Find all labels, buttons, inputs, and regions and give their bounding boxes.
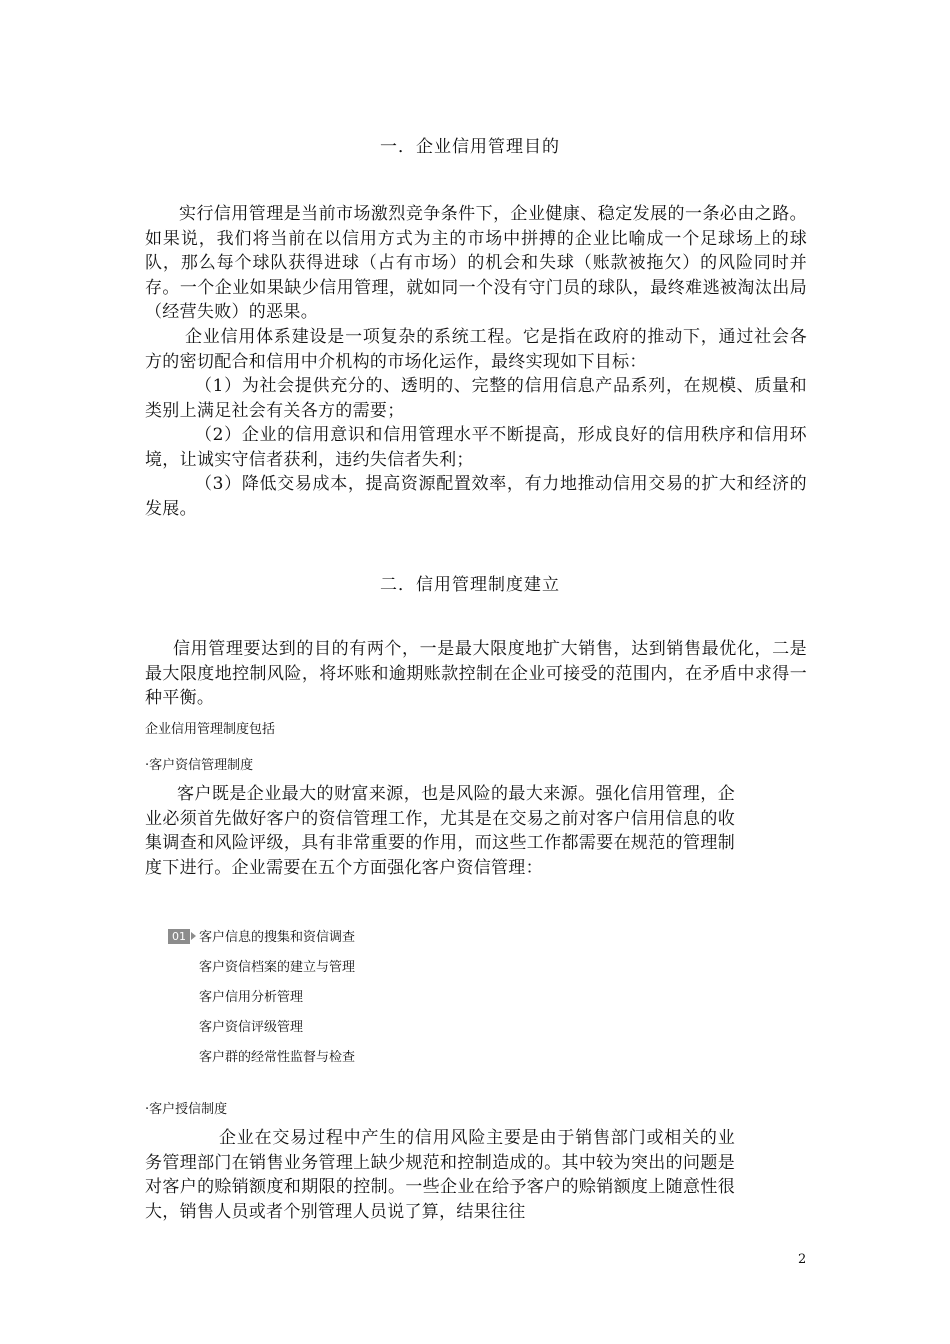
section2-title: 二．信用管理制度建立 — [380, 575, 560, 595]
list-item: 客户资信档案的建立与管理 — [199, 960, 356, 975]
section2-paragraph-1: 信用管理要达到的目的有两个，一是最大限度地扩大销售，达到销售最优化，二是最大限度地控制风险，将坏账和逾期账款控制在企业可接受的范围内，在矛盾中求得一种平衡。 — [145, 639, 807, 708]
system-includes-label: 企业信用管理制度包括 — [145, 722, 276, 737]
section1-paragraph-1: 实行信用管理是当前市场激烈竞争条件下，企业健康、稳定发展的一条必由之路。如果说，我们将当前在以信用方式为主的市场中拼搏的企业比喻成一个足球场上的球队，那么每个球队获得进球（占有市场）的机会和失球（账款被拖欠）的风险同时并存。一个企业如果缺少信用管理，就如同一个没有守门员的球队，最终难逃被淘汰出局（经营失败）的恶果。 — [145, 204, 807, 322]
step-badge — [168, 925, 196, 944]
subsection1-paragraph: 客户既是企业最大的财富来源，也是风险的最大来源。强化信用管理，企业必须首先做好客户的资信管理工作，尤其是在交易之前对客户信用信息的收集调查和风险评级，具有非常重要的作用，而这些工作都需要在规范的管理制度下进行。企业需要在五个方面强化客户资信管理： — [145, 784, 735, 878]
section1-paragraph-2: 企业信用体系建设是一项复杂的系统工程。它是指在政府的推动下，通过社会各方的密切配合和信用中介机构的市场化运作，最终实现如下目标： — [145, 327, 807, 372]
subsection-credit-info-management: ·客户资信管理制度 — [145, 758, 254, 773]
list-item: 客户信用分析管理 — [199, 990, 304, 1005]
section1-title: 一．企业信用管理目的 — [380, 137, 560, 157]
list-item: 客户资信评级管理 — [199, 1020, 304, 1035]
subsection2-paragraph: 企业在交易过程中产生的信用风险主要是由于销售部门或相关的业务管理部门在销售业务管理上缺少规范和控制造成的。其中较为突出的问题是对客户的赊销额度和期限的控制。一些企业在给予客户的赊销额度上随意性很大，销售人员或者个别管理人员说了算，结果往往 — [145, 1128, 735, 1222]
page-number: 2 — [798, 1252, 807, 1267]
goal-3: （3）降低交易成本，提高资源配置效率，有力地推动信用交易的扩大和经济的发展。 — [145, 474, 807, 519]
goal-1: （1）为社会提供充分的、透明的、完整的信用信息产品系列，在规模、质量和类别上满足社会有关各方的需要； — [145, 376, 807, 421]
arrow-right-icon — [191, 932, 196, 940]
list-item: 客户群的经常性监督与检查 — [199, 1050, 356, 1065]
goal-2: （2）企业的信用意识和信用管理水平不断提高，形成良好的信用秩序和信用环境，让诚实守信者获利，违约失信者失利； — [145, 425, 807, 470]
step-number: 01 — [168, 929, 190, 944]
list-item: 客户信息的搜集和资信调查 — [199, 930, 356, 945]
subsection-credit-granting: ·客户授信制度 — [145, 1102, 228, 1117]
